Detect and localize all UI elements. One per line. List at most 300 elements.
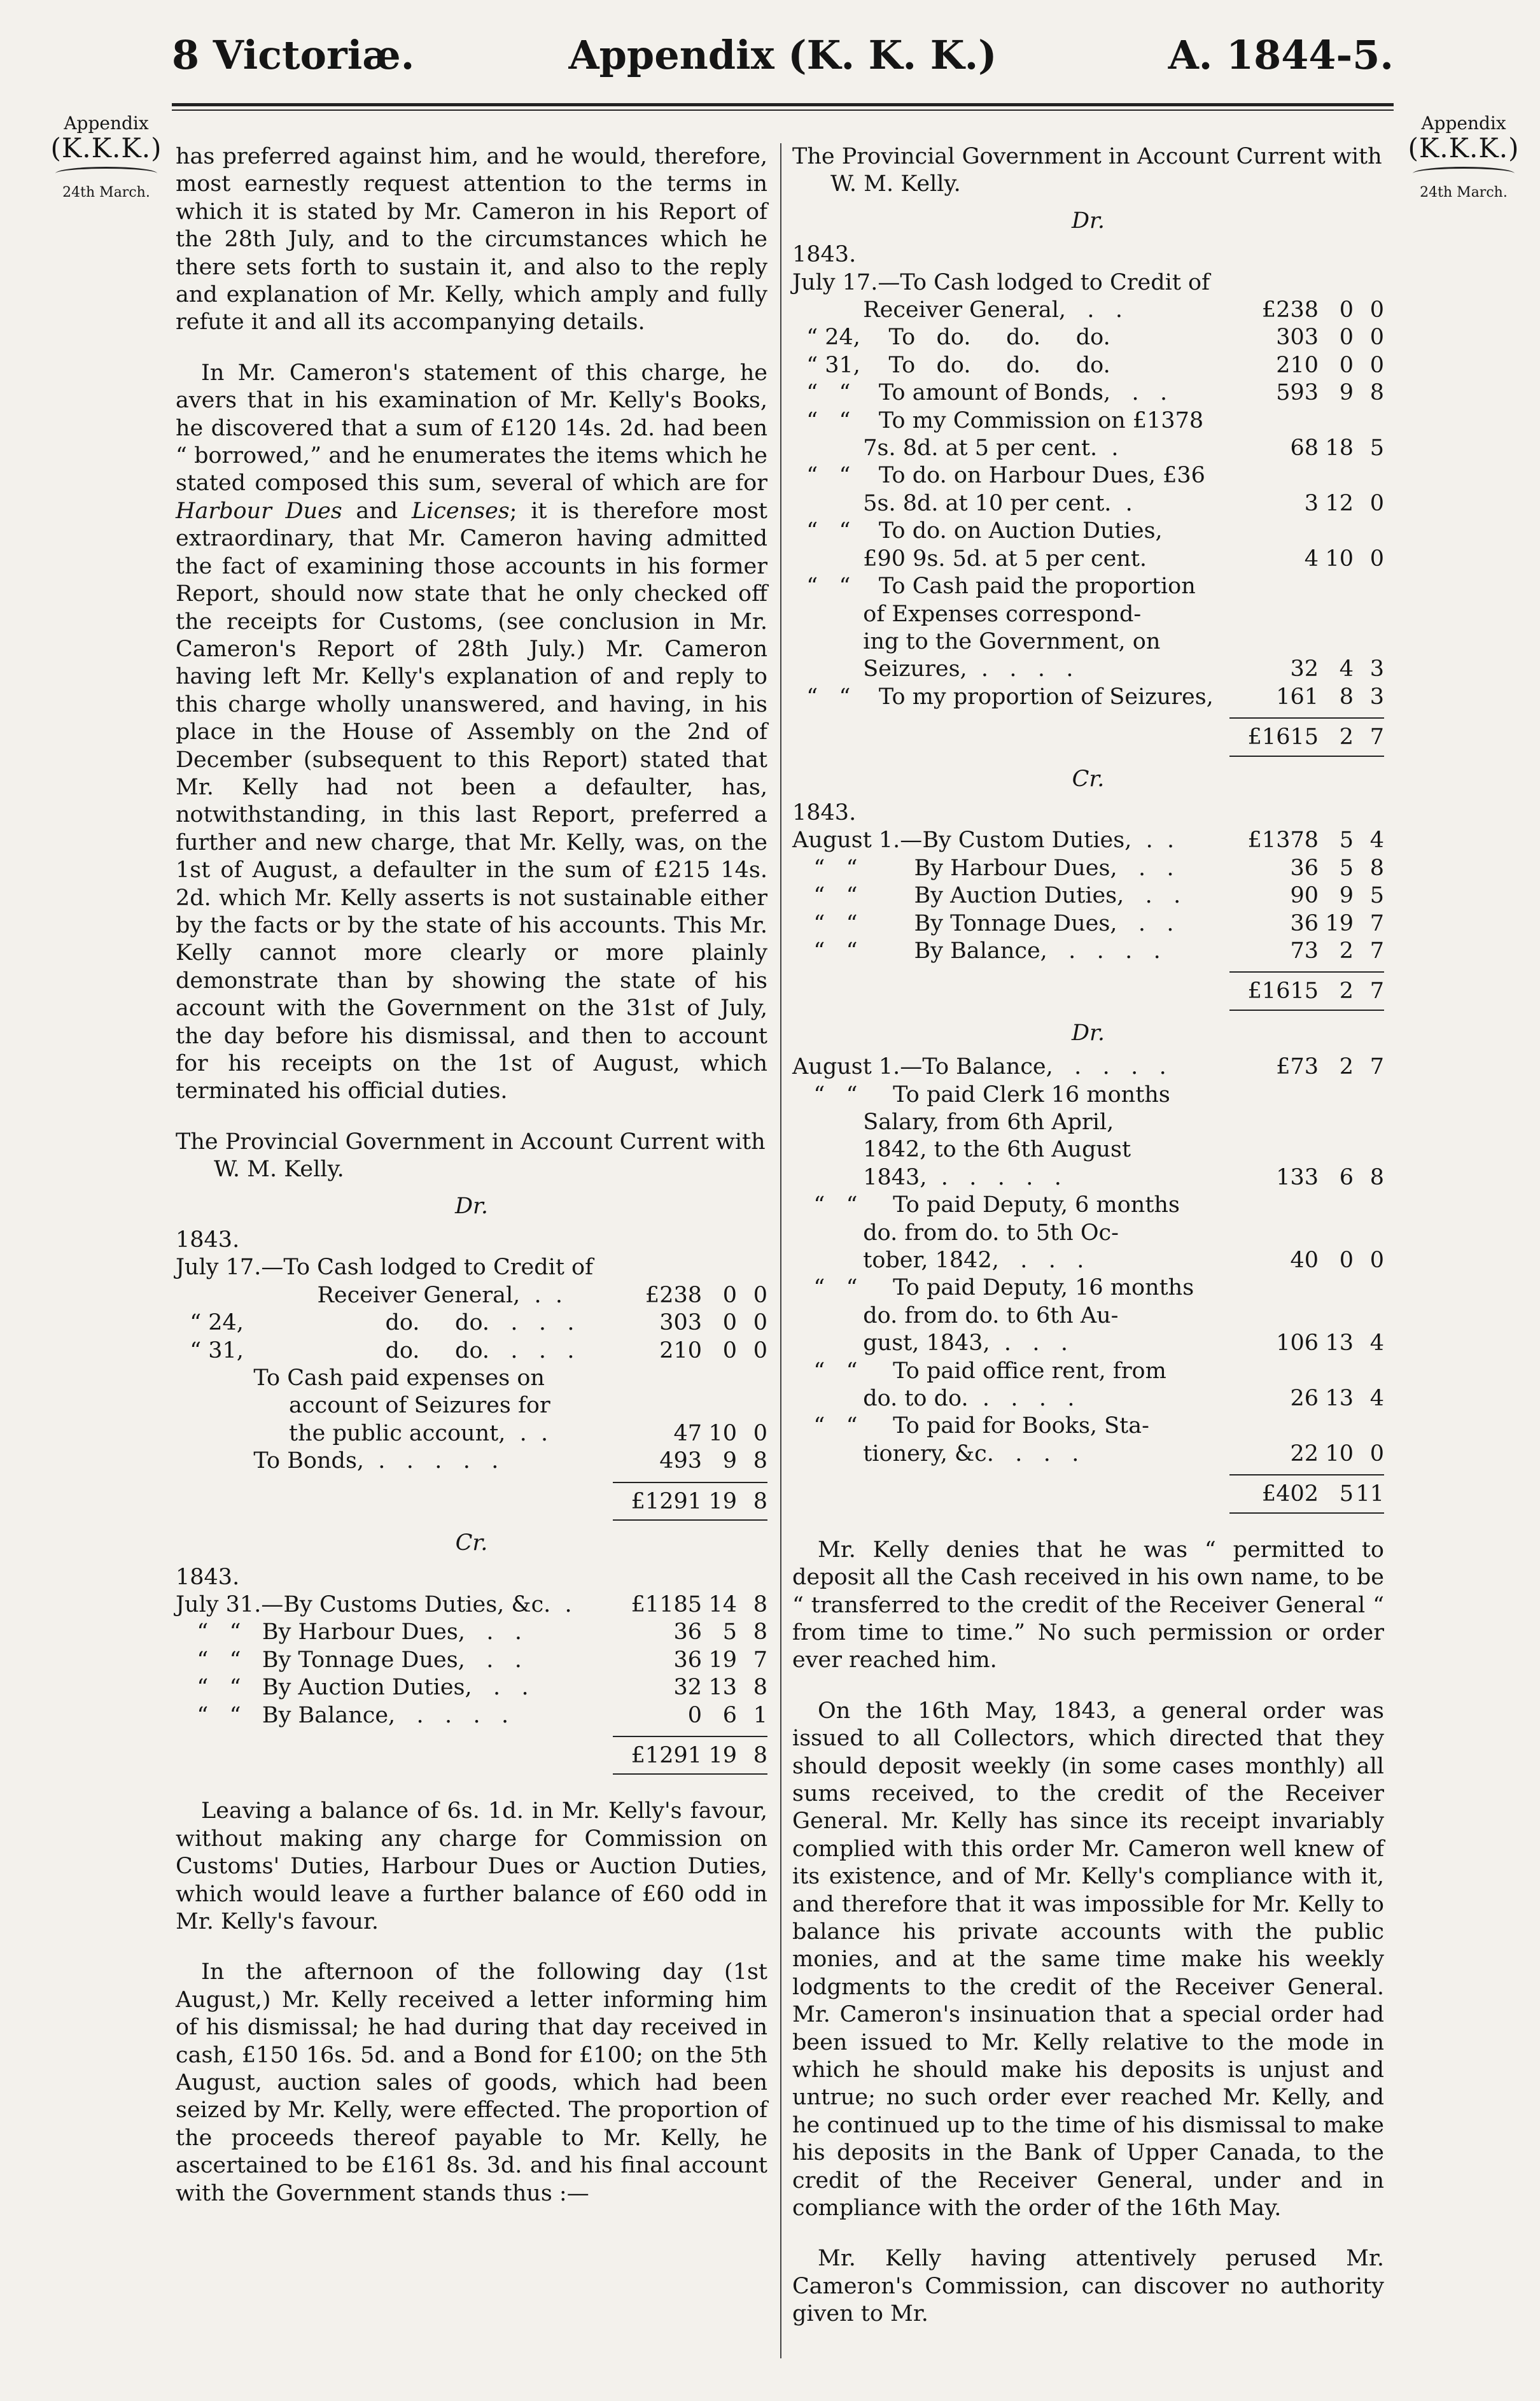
ledger-row	[792, 546, 1384, 573]
ledger-row	[176, 1365, 767, 1392]
ledger-row	[792, 1412, 1384, 1440]
entry-amount	[1229, 324, 1384, 351]
entry-amount	[1229, 684, 1384, 711]
amount-pounds: 40	[1290, 1248, 1319, 1274]
entry-description: By Balance, . . . .	[241, 1702, 509, 1728]
ledger-row	[792, 855, 1384, 882]
entry-amount	[1229, 379, 1384, 407]
amount-pence: 0	[753, 1282, 767, 1308]
entry-date: 1843.	[792, 242, 857, 268]
amount-shillings: 2	[1339, 938, 1354, 964]
entry-date: “ “	[792, 1275, 858, 1301]
entry-amount	[1229, 656, 1384, 683]
left-column	[176, 143, 767, 2207]
amount-shillings: 10	[1325, 546, 1354, 572]
entry-date: 1843.	[176, 1564, 240, 1590]
amount-pounds: £238	[645, 1282, 702, 1308]
entry-date: August 1.—	[792, 1054, 923, 1080]
entry-amount	[613, 1337, 767, 1365]
ledger-row	[176, 1647, 767, 1674]
ledger-row	[792, 324, 1384, 351]
entry-description: To Cash lodged to Credit of	[900, 269, 1210, 295]
account-title: The Provincial Government in Account Current with W. M. Kelly.	[792, 144, 1382, 197]
entry-date: “ “	[792, 380, 851, 406]
entry-description: To do. do. do.	[860, 325, 1110, 351]
entry-amount	[613, 1420, 767, 1447]
amount-pounds: 3	[1304, 490, 1319, 516]
amount-shillings: 0	[722, 1337, 737, 1363]
amount-pence: 0	[753, 1420, 767, 1446]
entry-date: “ 31,	[792, 352, 860, 378]
credit-ledger	[176, 1564, 767, 1775]
entry-date: “ “	[792, 938, 858, 964]
ledger-row	[792, 684, 1384, 711]
amount-pence: 5	[1369, 883, 1384, 909]
credit-ledger	[792, 799, 1384, 1011]
ledger-row	[176, 1447, 767, 1475]
debit-heading: Dr.	[1071, 208, 1105, 234]
amount-pence: 7	[753, 1647, 767, 1673]
entry-description: Receiver General, . .	[176, 1282, 563, 1308]
debit-ledger-2	[792, 1053, 1384, 1514]
amount-shillings: 0	[1339, 297, 1354, 323]
ledger-total	[792, 717, 1384, 751]
ledger-row	[176, 1309, 767, 1337]
entry-description: By Harbour Dues, . .	[241, 1619, 522, 1645]
ledger-row	[792, 352, 1384, 379]
amount-shillings: 0	[722, 1310, 737, 1336]
ledger-row	[176, 1227, 767, 1254]
amount-shillings: 5	[722, 1619, 737, 1645]
entry-date: “ 24,	[792, 325, 860, 351]
entry-description: Salary, from 6th April,	[792, 1109, 1114, 1135]
amount-pence: 8	[1369, 380, 1384, 406]
amount-pence: 4	[1369, 1330, 1384, 1356]
entry-amount	[613, 1282, 767, 1309]
amount-pounds: 4	[1304, 546, 1319, 572]
entry-amount	[1229, 1247, 1384, 1274]
amount-shillings: 13	[708, 1675, 737, 1701]
ledger-row	[792, 573, 1384, 600]
amount-pence: 1	[753, 1702, 767, 1728]
ledger-row	[792, 490, 1384, 518]
entry-amount	[1229, 1440, 1384, 1468]
entry-description: To my Commission on £1378	[850, 407, 1204, 433]
entry-description: To Balance, . . . .	[922, 1054, 1166, 1080]
entry-amount	[1229, 1164, 1384, 1192]
amount-pounds: 36	[1290, 855, 1319, 881]
total-pence: 11	[1355, 1481, 1384, 1507]
ledger-total	[176, 1736, 767, 1770]
amount-pence: 4	[1369, 1386, 1384, 1412]
entry-date: July 17.—	[792, 269, 900, 295]
amount-shillings: 0	[1339, 325, 1354, 351]
entry-description: 5s. 8d. at 10 per cent. .	[792, 490, 1133, 516]
entry-date: “ “	[792, 1413, 858, 1439]
ledger-row	[792, 882, 1384, 910]
entry-description: 7s. 8d. at 5 per cent. .	[792, 435, 1119, 461]
ledger-row	[792, 1247, 1384, 1274]
column-divider	[780, 143, 781, 2358]
ledger-row	[176, 1282, 767, 1309]
entry-description: By Tonnage Dues, . .	[241, 1647, 522, 1673]
page-header	[172, 27, 1394, 84]
amount-pence: 7	[1369, 1054, 1384, 1080]
entry-date: “ “	[792, 518, 851, 544]
amount-pounds: £238	[1261, 297, 1319, 323]
total-shillings: 5	[1339, 1481, 1354, 1507]
ledger-row	[792, 1330, 1384, 1357]
ledger-row	[792, 297, 1384, 324]
amount-pounds: 303	[1276, 325, 1319, 351]
amount-pounds: 593	[1276, 380, 1319, 406]
debit-heading-2: Dr.	[1071, 1020, 1105, 1046]
entry-amount	[613, 1309, 767, 1337]
amount-shillings: 9	[722, 1448, 737, 1474]
ledger-row	[792, 435, 1384, 462]
amount-shillings: 0	[722, 1282, 737, 1308]
entry-description: To paid office rent, from	[857, 1358, 1166, 1384]
paragraph: Mr. Kelly having attentively perused Mr. Cameron's Commission, can discover no authority given to Mr.	[792, 2246, 1384, 2327]
amount-shillings: 10	[1325, 1440, 1354, 1467]
entry-amount	[1229, 827, 1384, 854]
debit-ledger	[792, 241, 1384, 756]
header-rule-thin	[172, 109, 1394, 111]
entry-description: 1842, to the 6th August	[792, 1137, 1131, 1163]
amount-pounds: 68	[1290, 435, 1319, 461]
paragraph: Mr. Kelly denies that he was “ permitted to deposit all the Cash received in his own name, to be “ transferred to the credit of the Receiver General “ from time to time.” No such permission or order ever reached him.	[792, 1537, 1384, 1673]
total-amount	[1229, 971, 1384, 1005]
ledger-row	[792, 656, 1384, 683]
entry-description: tionery, &c. . . .	[792, 1440, 1079, 1467]
entry-amount	[1229, 855, 1384, 882]
entry-description: To Cash lodged to Credit of	[283, 1255, 594, 1281]
amount-pence: 8	[753, 1619, 767, 1645]
entry-description: To Bonds, . . . . .	[176, 1448, 499, 1474]
ledger-total	[176, 1482, 767, 1516]
amount-shillings: 18	[1325, 435, 1354, 461]
amount-pounds: 210	[1276, 352, 1319, 378]
amount-pence: 0	[1369, 297, 1384, 323]
credit-heading: Cr.	[455, 1530, 488, 1556]
amount-pence: 3	[1369, 656, 1384, 682]
amount-pounds: 32	[1290, 656, 1319, 682]
amount-shillings: 9	[1339, 883, 1354, 909]
entry-date: 1843.	[792, 799, 857, 826]
amount-pounds: 303	[659, 1310, 702, 1336]
ledger-row	[176, 1702, 767, 1729]
ledger-row	[792, 1053, 1384, 1081]
margin-note-left	[46, 113, 167, 203]
amount-pounds: 26	[1290, 1386, 1319, 1412]
amount-pence: 8	[1369, 1164, 1384, 1190]
entry-description: do. from do. to 6th Au-	[792, 1302, 1119, 1328]
ledger-row	[792, 379, 1384, 407]
entry-description: To Cash paid expenses on	[176, 1365, 545, 1391]
margin-label: Appendix	[1421, 113, 1506, 134]
entry-amount	[1229, 297, 1384, 324]
ledger-row	[792, 1081, 1384, 1109]
total-rule	[613, 1519, 767, 1521]
amount-pence: 8	[753, 1675, 767, 1701]
paragraph: Leaving a balance of 6s. 1d. in Mr. Kelly's favour, without making any charge for Commission on Customs' Duties, Harbour Dues or Auction Duties, which would leave a further balance of £60 odd in Mr. Kelly's favour.	[176, 1798, 767, 1934]
amount-shillings: 19	[708, 1647, 737, 1673]
entry-date: “ “	[792, 910, 858, 936]
ledger-row	[792, 628, 1384, 656]
entry-description: By Balance, . . . .	[857, 938, 1161, 964]
ledger-row	[792, 462, 1384, 489]
margin-brace	[1413, 167, 1515, 180]
entry-description: tober, 1842, . . .	[792, 1248, 1084, 1274]
amount-pence: 8	[753, 1591, 767, 1617]
ledger-row	[792, 1136, 1384, 1164]
header-title: Appendix (K. K. K.)	[568, 32, 997, 78]
amount-pounds: 90	[1290, 883, 1319, 909]
entry-date: July 17.—	[176, 1255, 284, 1281]
total-amount	[1229, 1474, 1384, 1508]
margin-brace	[55, 167, 157, 180]
amount-shillings: 0	[1339, 352, 1354, 378]
ledger-row	[176, 1591, 767, 1619]
amount-shillings: 12	[1325, 490, 1354, 516]
amount-pence: 7	[1369, 938, 1384, 964]
entry-description: To amount of Bonds, . .	[850, 380, 1168, 406]
amount-shillings: 5	[1339, 855, 1354, 881]
amount-pounds: 36	[1290, 910, 1319, 936]
amount-shillings: 19	[1325, 910, 1354, 936]
amount-pounds: 22	[1290, 1440, 1319, 1467]
ledger-row	[792, 799, 1384, 827]
entry-description: 1843, . . . . .	[792, 1164, 1061, 1190]
amount-shillings: 9	[1339, 380, 1354, 406]
entry-description: £90 9s. 5d. at 5 per cent.	[792, 546, 1147, 572]
ledger-row	[792, 1164, 1384, 1192]
total-pence: 8	[753, 1742, 767, 1768]
total-shillings: 2	[1339, 978, 1354, 1004]
entry-amount	[1229, 882, 1384, 910]
entry-description: do. do. . . .	[243, 1310, 575, 1336]
entry-amount	[1229, 910, 1384, 938]
ledger-row	[176, 1674, 767, 1701]
ledger-row	[792, 241, 1384, 269]
ledger-row	[176, 1392, 767, 1419]
ledger-row	[792, 1440, 1384, 1468]
entry-date: August 1.—	[792, 827, 923, 854]
amount-shillings: 4	[1339, 656, 1354, 682]
entry-amount	[613, 1619, 767, 1646]
entry-description: To paid for Books, Sta-	[857, 1413, 1149, 1439]
amount-pence: 7	[1369, 910, 1384, 936]
total-pounds: £1615	[1247, 724, 1319, 750]
debit-ledger	[176, 1227, 767, 1521]
entry-description: To do. on Harbour Dues, £36	[850, 463, 1205, 489]
amount-pence: 0	[1369, 546, 1384, 572]
credit-heading: Cr.	[1072, 766, 1105, 792]
entry-description: of Expenses correspond-	[792, 601, 1142, 627]
entry-amount	[1229, 1385, 1384, 1412]
total-pence: 8	[753, 1488, 767, 1514]
margin-date: 24th March.	[1420, 185, 1508, 201]
amount-shillings: 13	[1325, 1330, 1354, 1356]
margin-date: 24th March.	[62, 185, 150, 201]
entry-description: To my proportion of Seizures,	[850, 684, 1214, 710]
entry-description: To paid Deputy, 16 months	[857, 1275, 1194, 1301]
entry-description: To do. on Auction Duties,	[850, 518, 1163, 544]
entry-amount	[613, 1591, 767, 1619]
entry-description: Receiver General, . .	[792, 297, 1123, 323]
entry-amount	[613, 1674, 767, 1701]
ledger-row	[792, 827, 1384, 854]
ledger-row	[792, 1192, 1384, 1219]
amount-pounds: £1378	[1247, 827, 1319, 854]
amount-pence: 0	[1369, 352, 1384, 378]
entry-amount	[1229, 1330, 1384, 1357]
ledger-row	[792, 407, 1384, 435]
entry-description: By Harbour Dues, . .	[857, 855, 1174, 881]
amount-pounds: 161	[1276, 684, 1319, 710]
paragraph: In the afternoon of the following day (1st August,) Mr. Kelly received a letter informing him of his dismissal; he had during that day received in cash, £150 16s. 5d. and a Bond for £100; on the 5th August, auction sales of goods, which had been seized by Mr. Kelly, were effected. The proportion of the proceeds thereof payable to Mr. Kelly, he ascertained to be £161 8s. 3d. and his final account with the Government stands thus :—	[176, 1959, 767, 2206]
entry-description: To paid Deputy, 6 months	[857, 1192, 1180, 1218]
entry-description: the public account, . .	[176, 1420, 549, 1446]
ledger-row	[176, 1564, 767, 1591]
ledger-total	[792, 1474, 1384, 1508]
amount-pounds: 32	[673, 1675, 702, 1701]
amount-shillings: 8	[1339, 684, 1354, 710]
entry-description: Seizures, . . . .	[792, 656, 1074, 682]
entry-description: do. do. . . .	[243, 1337, 575, 1363]
entry-description: do. to do. . . . .	[792, 1386, 1075, 1412]
ledger-row	[176, 1420, 767, 1447]
paragraph: In Mr. Cameron's statement of this charge, he avers that in his examination of Mr. Kelly's Books, he discovered that a sum of £120 14s. 2d. had been “ borrowed,” and he enumerates the items which he stated composed this sum, several of which are for Harbour Dues and Licenses; it is therefore most extraordinary, that Mr. Cameron having admitted the fact of examining those accounts in his former Report, should now state that he only checked off the receipts for Customs, (see conclusion in Mr. Cameron's Report of 28th July.) Mr. Cameron having left Mr. Kelly's explanation of and reply to this charge wholly unanswered, and having, in his place in the House of Assembly on the 2nd of December (subsequent to this Report) stated that Mr. Kelly had not been a defaulter, has, notwithstanding, in this last Report, preferred a further and new charge, that Mr. Kelly, was, on the 1st of August, a defaulter in the sum of £215 14s. 2d. which Mr. Kelly asserts is not sustainable either by the facts or by the state of his accounts. This Mr. Kelly cannot more clearly or more plainly demonstrate than by showing the state of his account with the Government on the 31st of July, the day before his dismissal, and then to account for his receipts on the 1st of August, which terminated his official duties.	[176, 360, 767, 1104]
total-amount	[613, 1482, 767, 1516]
ledger-row	[792, 1109, 1384, 1136]
entry-date: “ “	[792, 463, 851, 489]
entry-description: By Customs Duties, &c. .	[283, 1591, 572, 1617]
amount-shillings: 5	[1339, 827, 1354, 854]
amount-shillings: 6	[1339, 1164, 1354, 1190]
total-pence: 7	[1369, 978, 1384, 1004]
amount-pence: 0	[1369, 1248, 1384, 1274]
ledger-row	[792, 1358, 1384, 1385]
amount-pounds: 106	[1276, 1330, 1319, 1356]
header-rule	[172, 103, 1394, 106]
total-pounds: £1615	[1247, 978, 1319, 1004]
margin-code: (K.K.K.)	[1408, 132, 1520, 164]
ledger-row	[176, 1619, 767, 1646]
header-year: A. 1844-5.	[1168, 32, 1394, 78]
amount-pence: 3	[1369, 684, 1384, 710]
ledger-row	[792, 518, 1384, 545]
total-pounds: £1291	[631, 1488, 702, 1514]
ledger-row	[176, 1337, 767, 1365]
entry-amount	[613, 1702, 767, 1729]
amount-pence: 8	[1369, 855, 1384, 881]
account-title: The Provincial Government in Account Current with W. M. Kelly.	[176, 1129, 766, 1183]
entry-date: “ 31,	[176, 1337, 244, 1363]
entry-date: “ “	[792, 855, 858, 881]
entry-description: ing to the Government, on	[792, 628, 1161, 654]
entry-date: “ “	[176, 1675, 241, 1701]
amount-pence: 0	[1369, 490, 1384, 516]
entry-date: “ 24,	[176, 1310, 244, 1336]
amount-pence: 0	[753, 1337, 767, 1363]
entry-amount	[1229, 352, 1384, 379]
entry-description: To paid Clerk 16 months	[857, 1081, 1170, 1108]
entry-amount	[1229, 490, 1384, 518]
total-shillings: 2	[1339, 724, 1354, 750]
total-pounds: £1291	[631, 1742, 702, 1768]
amount-pence: 8	[753, 1448, 767, 1474]
entry-date: July 31.—	[176, 1591, 284, 1617]
amount-shillings: 10	[708, 1420, 737, 1446]
entry-amount	[1229, 938, 1384, 965]
entry-description: By Auction Duties, . .	[857, 883, 1181, 909]
total-shillings: 19	[708, 1488, 737, 1514]
entry-date: 1843.	[176, 1227, 240, 1253]
entry-date: “ “	[792, 684, 851, 710]
amount-pounds: £1185	[631, 1591, 702, 1617]
debit-heading: Dr.	[454, 1193, 489, 1219]
amount-pounds: 36	[673, 1647, 702, 1673]
entry-description: gust, 1843, . . .	[792, 1330, 1068, 1356]
margin-label: Appendix	[64, 113, 149, 134]
total-rule	[1229, 756, 1384, 757]
entry-description: By Custom Duties, . .	[922, 827, 1175, 854]
paragraph: On the 16th May, 1843, a general order was issued to all Collectors, which directed that they should deposit weekly (in some cases monthly) all sums received, to the credit of the Receiver General. Mr. Kelly has since its receipt invariably complied with this order Mr. Cameron well knew of its existence, and of Mr. Kelly's compliance with it, and therefore that it was impossible for Mr. Kelly to balance his private accounts with the public monies, and at the same time make his weekly lodgments to the credit of the Receiver General. Mr. Cameron's insinuation that a special order had been issued to Mr. Kelly relative to the mode in which he should make his deposits is unjust and untrue; no such order ever reached Mr. Kelly, and he continued up to the time of his dismissal to make his deposits in the Bank of Upper Canada, to the credit of the Receiver General, under and in compliance with the order of the 16th May.	[792, 1698, 1384, 2221]
ledger-row	[792, 601, 1384, 628]
amount-pounds: 210	[659, 1337, 702, 1363]
entry-description: To do. do. do.	[860, 352, 1110, 378]
entry-description: By Auction Duties, . .	[241, 1675, 529, 1701]
entry-date: “ “	[792, 883, 858, 909]
entry-date: “ “	[792, 1081, 858, 1108]
margin-code: (K.K.K.)	[50, 132, 162, 164]
entry-date: “ “	[792, 574, 851, 600]
total-pounds: £402	[1261, 1481, 1319, 1507]
entry-date: “ “	[176, 1619, 241, 1645]
amount-pence: 5	[1369, 435, 1384, 461]
ledger-row	[792, 1385, 1384, 1412]
total-shillings: 19	[708, 1742, 737, 1768]
entry-amount	[1229, 1053, 1384, 1081]
amount-pence: 0	[753, 1310, 767, 1336]
amount-pounds: 493	[659, 1448, 702, 1474]
entry-amount	[613, 1447, 767, 1475]
amount-pounds: 133	[1276, 1164, 1319, 1190]
entry-description: To Cash paid the proportion	[850, 574, 1196, 600]
right-column	[792, 143, 1384, 2328]
header-session: 8 Victoriæ.	[172, 32, 415, 78]
entry-amount	[613, 1647, 767, 1674]
entry-amount	[1229, 546, 1384, 573]
entry-date: “ “	[792, 1358, 858, 1384]
amount-shillings: 0	[1339, 1248, 1354, 1274]
ledger-row	[176, 1254, 767, 1281]
entry-description: do. from do. to 5th Oc-	[792, 1220, 1119, 1246]
amount-pounds: £73	[1276, 1054, 1319, 1080]
total-amount	[613, 1736, 767, 1770]
margin-note-right	[1403, 113, 1524, 203]
ledger-row	[792, 1302, 1384, 1330]
ledger-total	[792, 971, 1384, 1005]
amount-pounds: 36	[673, 1619, 702, 1645]
amount-pence: 0	[1369, 1440, 1384, 1467]
amount-shillings: 6	[722, 1702, 737, 1728]
amount-pence: 0	[1369, 325, 1384, 351]
total-rule	[1229, 1010, 1384, 1011]
paragraph: has preferred against him, and he would, therefore, most earnestly request attention to the terms in which it is stated by Mr. Cameron in his Report of the 28th July, and to the circumstances which he there sets forth to sustain it, and also to the reply and explanation of Mr. Kelly, which amply and fully refute it and all its accompanying details.	[176, 144, 767, 335]
ledger-row	[792, 938, 1384, 965]
